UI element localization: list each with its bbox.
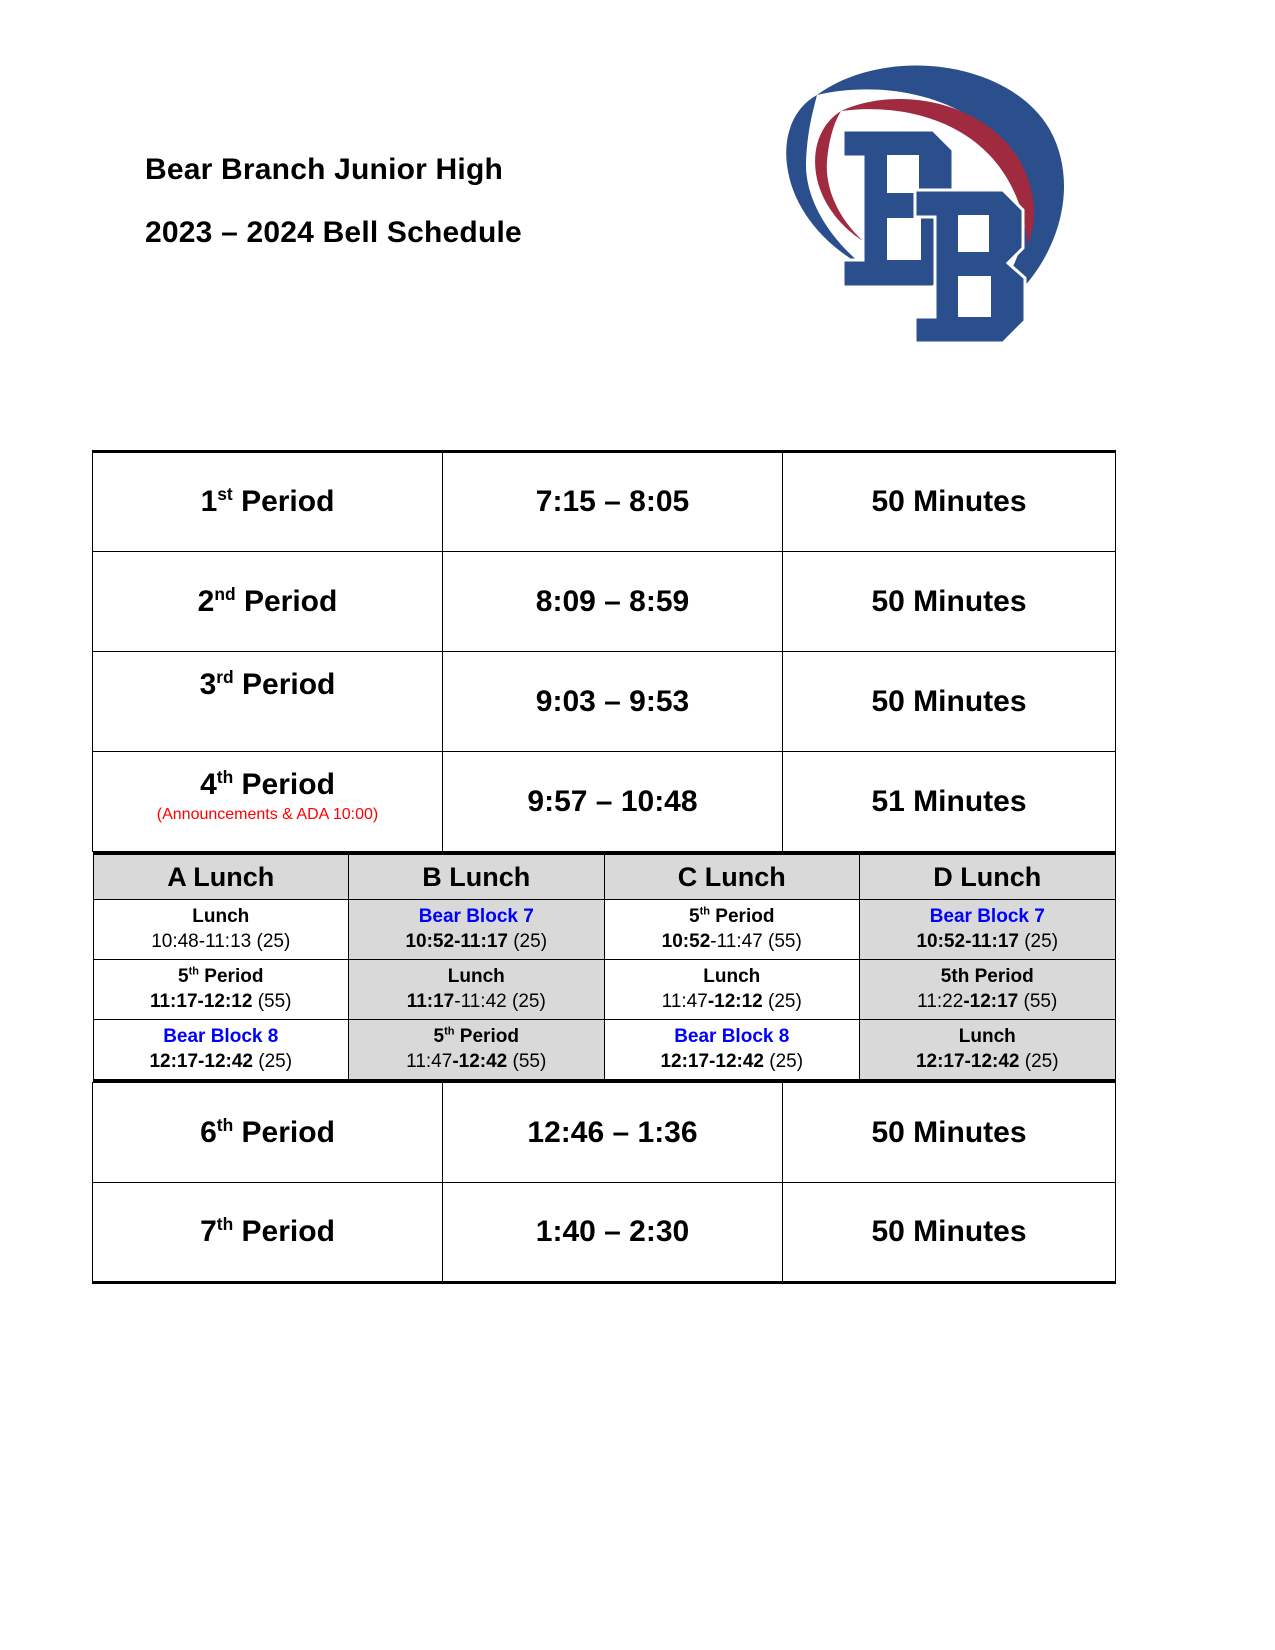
period-number-7: 7 — [200, 1215, 217, 1248]
page-header — [0, 0, 1275, 400]
period-number-6: 6 — [200, 1115, 217, 1149]
period-time-6: 12:46 – 1:36 — [443, 1083, 783, 1183]
table-row — [93, 452, 1116, 552]
period-ordinal-4: th — [216, 767, 234, 787]
lunch-activity-label: Lunch — [958, 1026, 1016, 1047]
lunch-header-c: C Lunch — [604, 854, 860, 900]
period-ordinal-7: th — [216, 1214, 234, 1234]
period-label-4 — [93, 752, 443, 852]
lunch-time-range: 11:17-12:12 (55) — [149, 991, 292, 1012]
lunch-time-range: 11:22-12:17 (55) — [917, 991, 1058, 1012]
lunch-activity-label: 5th Period — [689, 905, 775, 927]
lunch-header-row — [93, 854, 1115, 900]
lunch-cell-c-3 — [604, 1020, 860, 1081]
lunch-time-range: 10:52-11:17 (25) — [405, 931, 548, 952]
bell-schedule-table — [92, 450, 1116, 1284]
lunch-cell-d-2 — [860, 960, 1116, 1020]
lunch-activity-label: 5th Period — [940, 966, 1034, 987]
lunch-activity-label: Bear Block 8 — [163, 1026, 279, 1047]
lunch-body-row-2 — [93, 960, 1115, 1020]
lunch-cell-b-3 — [349, 1020, 605, 1081]
period-word-3: Period — [242, 668, 336, 701]
lunch-activity-label: Bear Block 7 — [929, 906, 1045, 927]
lunch-body-row-3 — [93, 1020, 1115, 1081]
lunch-time-range: 11:17-11:42 (25) — [406, 991, 546, 1012]
lunch-activity-label: Lunch — [703, 966, 761, 987]
lunch-cell-a-2 — [93, 960, 349, 1020]
ordinal-suffix: th — [699, 905, 711, 918]
period-label-7 — [93, 1183, 443, 1283]
lunch-header-b: B Lunch — [349, 854, 605, 900]
bb-logo-icon — [775, 55, 1075, 345]
period-number-3: 3 — [199, 668, 217, 701]
period-time-4: 9:57 – 10:48 — [443, 752, 783, 852]
lunch-body-row-1 — [93, 900, 1115, 960]
period-time-7: 1:40 – 2:30 — [443, 1183, 783, 1283]
period-number-1: 1 — [200, 485, 218, 518]
lunch-time-range: 12:17-12:42 (25) — [149, 1051, 293, 1072]
announcements-ada-note: (Announcements & ADA 10:00) — [156, 806, 379, 823]
period-label-1 — [93, 452, 443, 552]
lunch-grid — [93, 852, 1116, 1082]
period-label-6 — [93, 1083, 443, 1183]
lunch-cell-c-2 — [604, 960, 860, 1020]
period-word-2: Period — [243, 584, 338, 618]
period-label-2 — [93, 552, 443, 652]
lunch-cell-a-3 — [93, 1020, 349, 1081]
lunch-cell-b-1 — [349, 900, 605, 960]
lunch-time-range: 10:52-11:17 (25) — [916, 931, 1059, 952]
lunch-time-range: 11:47-12:42 (55) — [406, 1051, 547, 1072]
school-name: Bear Branch Junior High — [145, 153, 503, 186]
lunch-header-a: A Lunch — [93, 854, 349, 900]
period-number-2: 2 — [197, 584, 215, 618]
period-minutes-3: 50 Minutes — [783, 652, 1116, 752]
table-row — [93, 652, 1116, 752]
period-time-2: 8:09 – 8:59 — [443, 552, 783, 652]
period-label-3 — [93, 652, 443, 752]
lunch-time-range: 10:52-11:47 (55) — [661, 931, 802, 952]
lunch-time-range: 10:48-11:13 (25) — [151, 931, 291, 952]
period-time-1: 7:15 – 8:05 — [443, 452, 783, 552]
ordinal-suffix: th — [188, 965, 200, 978]
period-minutes-4: 51 Minutes — [783, 752, 1116, 852]
period-minutes-7: 50 Minutes — [783, 1183, 1116, 1283]
lunch-time-range: 12:17-12:42 (25) — [660, 1051, 804, 1072]
period-word-1: Period — [241, 485, 335, 518]
lunch-activity-label: 5th Period — [178, 965, 264, 987]
period-word-6: Period — [241, 1115, 335, 1149]
lunch-cell-b-2 — [349, 960, 605, 1020]
period-ordinal-1: st — [217, 484, 233, 504]
lunch-time-range: 11:47-12:12 (25) — [661, 991, 802, 1012]
period-ordinal-2: nd — [214, 583, 236, 604]
table-row — [93, 552, 1116, 652]
lunch-header-d: D Lunch — [860, 854, 1116, 900]
table-row — [93, 1083, 1116, 1183]
period-word-7: Period — [241, 1215, 335, 1248]
lunch-activity-label: Bear Block 8 — [674, 1026, 790, 1047]
lunch-block-row — [93, 852, 1116, 1083]
period-minutes-2: 50 Minutes — [783, 552, 1116, 652]
period-minutes-1: 50 Minutes — [783, 452, 1116, 552]
lunch-time-range: 12:17-12:42 (25) — [915, 1051, 1059, 1072]
page-title — [145, 138, 765, 264]
table-row — [93, 752, 1116, 852]
lunch-cell-d-1 — [860, 900, 1116, 960]
schedule-year-title: 2023 – 2024 Bell Schedule — [145, 216, 522, 249]
lunch-activity-label: Bear Block 7 — [418, 906, 534, 927]
lunch-cell-d-3 — [860, 1020, 1116, 1081]
ordinal-suffix: th — [444, 1025, 455, 1038]
lunch-activity-label: 5th Period — [433, 1025, 519, 1047]
school-logo — [775, 55, 1075, 345]
lunch-activity-label: Lunch — [447, 966, 505, 987]
period-minutes-6: 50 Minutes — [783, 1083, 1116, 1183]
lunch-activity-label: Lunch — [192, 906, 250, 927]
lunch-cell-c-1 — [604, 900, 860, 960]
table-row — [93, 1183, 1116, 1283]
lunch-block — [93, 852, 1116, 1083]
period-word-4: Period — [241, 768, 335, 801]
period-time-3: 9:03 – 9:53 — [443, 652, 783, 752]
period-number-4: 4 — [200, 768, 217, 801]
period-ordinal-6: th — [216, 1114, 234, 1135]
lunch-cell-a-1 — [93, 900, 349, 960]
period-ordinal-3: rd — [216, 667, 234, 687]
